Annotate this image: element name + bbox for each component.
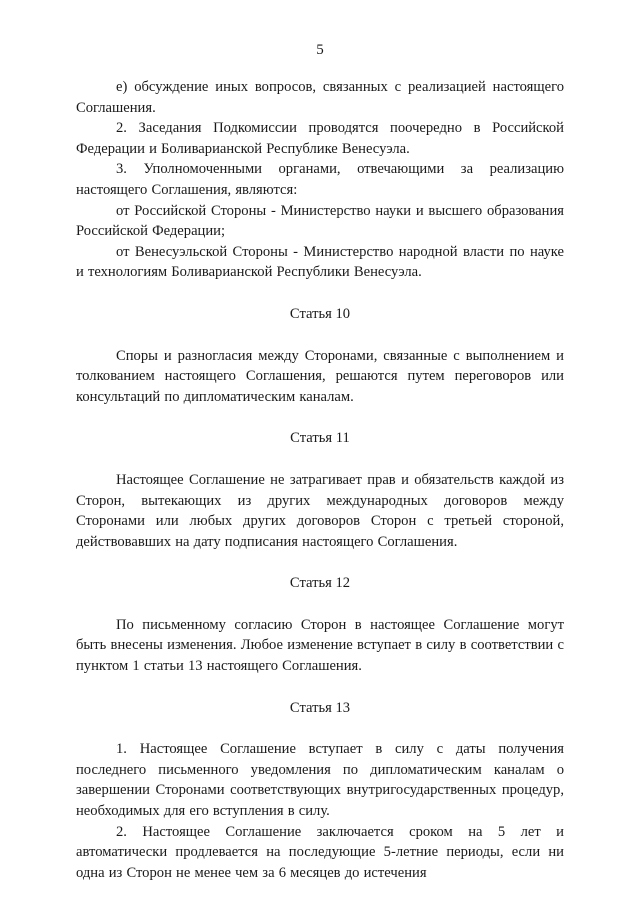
article-paragraph: Настоящее Соглашение не затрагивает прав и обязательств каждой из Сторон, вытекающих из других международных договоров между Сторонами или любых других договоров Сторон с третьей стороной, действовавших на дату подписания настоящего Соглашения. xyxy=(76,471,564,550)
article-12 xyxy=(76,552,564,676)
article-paragraph: 2. Настоящее Соглашение заключается сроком на 5 лет и автоматически продлевается на последующие 5-летние периоды, если ни одна из Сторон не менее чем за 6 месяцев до истечения xyxy=(76,823,564,881)
page-number: 5 xyxy=(316,42,324,58)
article-10 xyxy=(76,283,564,407)
paragraph-discussion-other-issues: е) обсуждение иных вопросов, связанных с реализацией настоящего Соглашения. xyxy=(76,79,564,116)
article-title: Статья 12 xyxy=(289,575,351,592)
paragraph-russian-side: от Российской Стороны - Министерство науки и высшего образования Российской Федерации; xyxy=(76,202,564,240)
article-paragraph: По письменному согласию Сторон в настоящее Соглашение могут быть внесены изменения. Любое изменение вступает в силу в соответствии с пунктом 1 статьи 13 настоящего Соглашения. xyxy=(76,616,564,675)
paragraph-venezuelan-side: от Венесуэльской Стороны - Министерство народной власти по науке и технологиям Боливарианской Республики Венесуэла. xyxy=(76,243,564,281)
article-title: Статья 11 xyxy=(290,430,350,447)
article-9-continuation xyxy=(76,77,564,283)
document-body xyxy=(76,77,564,883)
article-13 xyxy=(76,677,564,884)
paragraph-subcommission-meetings: 2. Заседания Подкомиссии проводятся поочередно в Российской Федерации и Боливарианской Республике Венесуэла. xyxy=(76,120,564,157)
article-title: Статья 10 xyxy=(289,305,351,322)
article-11 xyxy=(76,407,564,552)
article-title: Статья 13 xyxy=(289,699,351,716)
article-paragraph: Споры и разногласия между Сторонами, связанные с выполнением и толкованием настоящего Соглашения, решаются путем переговоров или консультаций по дипломатическим каналам. xyxy=(76,347,564,405)
article-paragraph: 1. Настоящее Соглашение вступает в силу с даты получения последнего письменного уведомления по дипломатическим каналам о завершении Сторонами соответствующих внутригосударственных процедур, необходимых для его вступления в силу. xyxy=(76,741,564,820)
paragraph-authorized-bodies: 3. Уполномоченными органами, отвечающими за реализацию настоящего Соглашения, являются: xyxy=(76,161,564,198)
